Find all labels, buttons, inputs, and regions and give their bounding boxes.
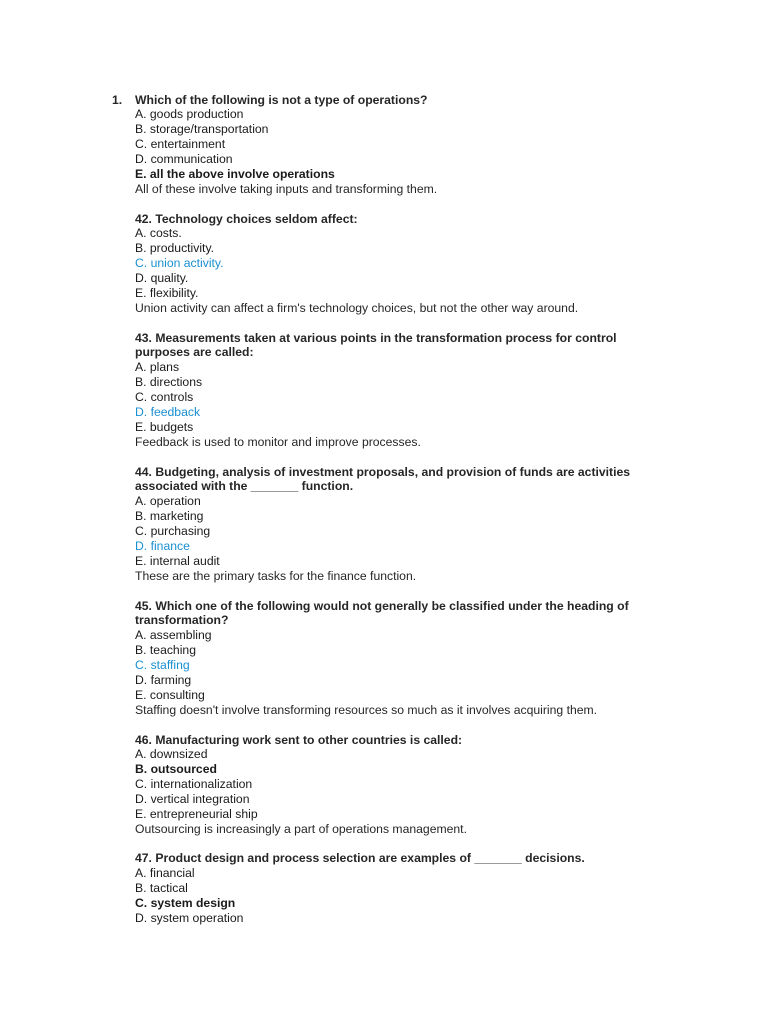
- option: E. entrepreneurial ship: [135, 806, 258, 821]
- option: D. vertical integration: [135, 792, 250, 807]
- option: D. farming: [135, 672, 192, 687]
- option: E. flexibility.: [135, 285, 199, 300]
- option: C. controls: [135, 390, 194, 405]
- explanation: All of these involve taking inputs and transforming them.: [135, 181, 438, 196]
- question-text: Which of the following is not a type of operations?: [135, 92, 428, 107]
- question-block-45: [135, 599, 655, 718]
- option: C. internationalization: [135, 777, 253, 792]
- option: A. costs.: [135, 226, 182, 241]
- option: B. marketing: [135, 509, 204, 524]
- option: A. downsized: [135, 747, 208, 762]
- question-text: transformation?: [135, 613, 229, 628]
- option: E. budgets: [135, 419, 194, 434]
- question-text: associated with the _______ function.: [135, 479, 354, 494]
- option-correct: C. union activity.: [135, 256, 224, 271]
- question-block-42: [135, 212, 655, 316]
- option: A. assembling: [135, 628, 212, 643]
- question-text: 44. Budgeting, analysis of investment proposals, and provision of funds are activities: [135, 464, 631, 479]
- explanation: These are the primary tasks for the finance function.: [135, 568, 417, 583]
- option: B. storage/transportation: [135, 122, 269, 137]
- option: D. communication: [135, 152, 233, 167]
- question-text: 47. Product design and process selection are examples of _______ decisions.: [135, 851, 585, 865]
- question-text: 45. Which one of the following would not generally be classified under the heading of: [135, 598, 629, 613]
- question-block-1: [135, 93, 655, 197]
- option: A. plans: [135, 360, 180, 375]
- option: C. purchasing: [135, 524, 211, 539]
- option: B. tactical: [135, 880, 188, 895]
- question-block-46: [135, 733, 655, 837]
- option: E. consulting: [135, 687, 205, 702]
- option: B. productivity.: [135, 241, 215, 256]
- option-correct: D. feedback: [135, 404, 201, 419]
- question-block-47: [135, 851, 655, 925]
- option: A. financial: [135, 865, 195, 880]
- question-text: 43. Measurements taken at various points in the transformation process for control: [135, 330, 617, 345]
- option-correct: E. all the above involve operations: [135, 166, 335, 181]
- question-text: 46. Manufacturing work sent to other countries is called:: [135, 732, 463, 747]
- question-block-43: [135, 331, 655, 450]
- option: D. quality.: [135, 271, 189, 286]
- question-text: 42. Technology choices seldom affect:: [135, 211, 358, 226]
- option-correct: B. outsourced: [135, 762, 217, 777]
- option: B. directions: [135, 375, 203, 390]
- explanation: Feedback is used to monitor and improve processes.: [135, 434, 421, 449]
- option-correct: D. finance: [135, 538, 190, 553]
- question-text: purposes are called:: [135, 345, 254, 360]
- option: D. system operation: [135, 910, 244, 925]
- question-block-44: [135, 465, 655, 584]
- explanation: Staffing doesn't involve transforming resources so much as it involves acquiring them.: [135, 702, 598, 717]
- explanation: Outsourcing is increasingly a part of operations management.: [135, 821, 467, 836]
- option-correct: C. staffing: [135, 658, 190, 673]
- option: C. entertainment: [135, 137, 226, 152]
- option-correct: C. system design: [135, 895, 236, 910]
- question-number: 1.: [112, 92, 123, 107]
- option: A. goods production: [135, 107, 244, 122]
- explanation: Union activity can affect a firm's technology choices, but not the other way around.: [135, 300, 579, 315]
- option: B. teaching: [135, 643, 196, 658]
- option: E. internal audit: [135, 553, 220, 568]
- option: A. operation: [135, 494, 201, 509]
